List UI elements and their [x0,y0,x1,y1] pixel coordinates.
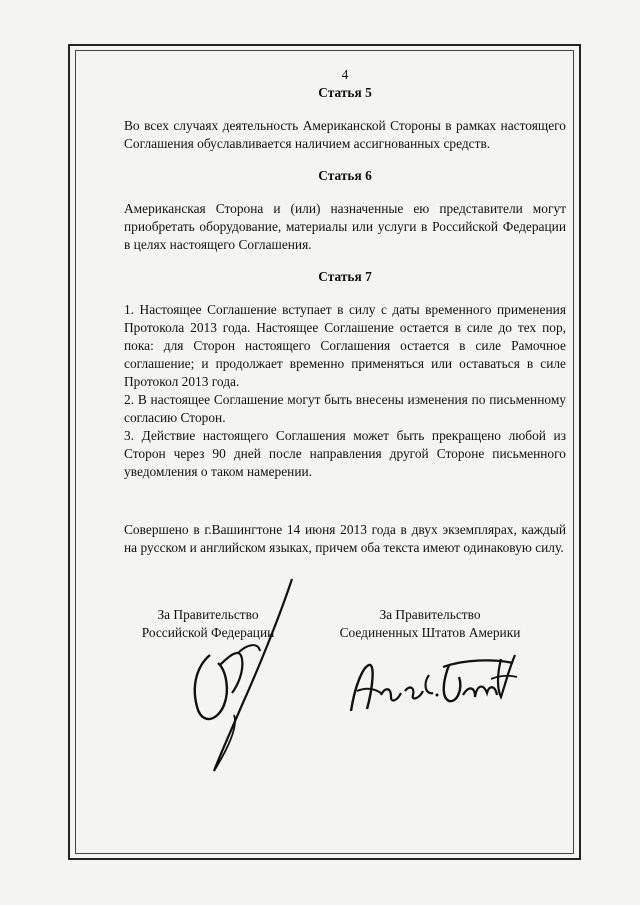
article-7-title: Статья 7 [318,269,372,284]
signatory-line-1: За Правительство [157,607,259,622]
article-6-text: Американская Сторона и (или) назначенные ею представители могут приобретать оборудование, материалы или услуги в Российской Федерации в целях настоящего Соглашения. [124,201,566,252]
article-7-item-2: 2. В настоящее Соглашение могут быть внесены изменения по письменному согласию Сторон. [124,392,566,425]
article-5-title: Статья 5 [318,85,372,100]
article-5-text: Во всех случаях деятельность Американской Стороны в рамках настоящего Соглашения обуславливается наличием ассигнованных средств. [124,118,566,151]
signature-usa-image [345,645,520,725]
closing-statement: Совершено в г.Вашингтоне 14 июня 2013 года в двух экземплярах, каждый на русском и английском языках, причем оба текста имеют одинаковую силу. [124,522,566,555]
signatory-line-2: Соединенных Штатов Америки [339,625,521,640]
signatory-line-2: Российской Федерации [141,625,275,640]
article-7-item-1: 1. Настоящее Соглашение вступает в силу с даты временного применения Протокола 2013 года. Настоящее Соглашение остается в силе до тех пор, пока: для Сторон настоящего Соглашения остается в силе Рамочное соглашение; и продолжает временно применяться или оставаться в силе Протокол 2013 года. [124,302,566,389]
article-7-item-3: 3. Действие настоящего Соглашения может быть прекращено любой из Сторон через 90 дней после направления другой Стороне письменного уведомления о таком намерении. [124,428,566,479]
page-number: 4 [341,67,349,82]
article-6-title: Статья 6 [318,168,372,183]
signature-block-usa [330,606,530,642]
signatory-line-1: За Правительство [379,607,481,622]
document-body [124,66,566,557]
signature-russia-image [180,575,310,775]
